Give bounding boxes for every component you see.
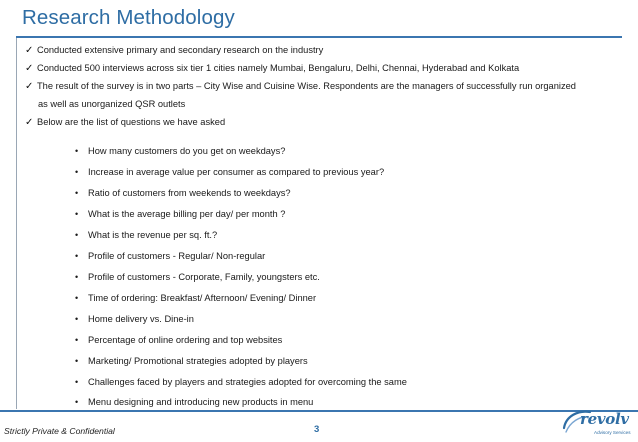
question-item (75, 186, 291, 200)
checklist-item-text: Conducted extensive primary and secondary research on the industry (37, 45, 324, 55)
question-item (75, 291, 316, 305)
question-text: Marketing/ Promotional strategies adopted by players (88, 356, 308, 366)
question-text: What is the average billing per day/ per month ? (88, 209, 286, 219)
question-item (75, 249, 265, 263)
question-text: Increase in average value per consumer as compared to previous year? (88, 167, 385, 177)
bullet-icon: • (75, 230, 79, 240)
checklist-item-text: Conducted 500 interviews across six tier 1 cities namely Mumbai, Bengaluru, Delhi, Chennai, Hyderabad and Kolkata (37, 63, 520, 73)
question-text: Percentage of online ordering and top websites (88, 335, 283, 345)
question-item (75, 270, 320, 284)
confidentiality-note: Strictly Private & Confidential (4, 426, 115, 436)
question-item (75, 354, 308, 368)
checklist-item-text: Below are the list of questions we have asked (37, 117, 226, 127)
bullet-icon: • (75, 356, 79, 366)
question-text: Menu designing and introducing new products in menu (88, 397, 314, 407)
logo-tagline: Advisory Services (594, 430, 631, 435)
question-item (75, 144, 285, 158)
bullet-icon: • (75, 397, 79, 407)
question-item (75, 395, 313, 409)
content-area (16, 38, 622, 409)
company-logo (560, 408, 632, 438)
checklist-item (25, 41, 615, 60)
bullet-icon: • (75, 272, 79, 282)
bullet-icon: • (75, 251, 79, 261)
question-item (75, 165, 384, 179)
bullet-icon: • (75, 314, 79, 324)
checklist-item (25, 77, 615, 96)
bullet-icon: • (75, 146, 79, 156)
question-text: Ratio of customers from weekends to weekdays? (88, 188, 291, 198)
question-item (75, 312, 194, 326)
question-item (75, 207, 285, 221)
bullet-icon: • (75, 293, 79, 303)
question-text: Time of ordering: Breakfast/ Afternoon/ Evening/ Dinner (88, 293, 317, 303)
checklist-item-continuation: as well as unorganized QSR outlets (38, 99, 186, 109)
bullet-icon: • (75, 188, 79, 198)
page-number: 3 (314, 424, 320, 435)
checklist-item-text: The result of the survey is in two parts – City Wise and Cuisine Wise. Respondents are the managers of successfully run organized (37, 81, 576, 91)
checklist-item (25, 59, 615, 78)
footer-divider (0, 410, 638, 412)
question-text: What is the revenue per sq. ft.? (88, 230, 218, 240)
checkmark-icon: ✓ (25, 81, 34, 92)
question-item (75, 333, 282, 347)
bullet-icon: • (75, 335, 79, 345)
logo-wordmark: revolv (580, 410, 629, 428)
checkmark-icon: ✓ (25, 117, 34, 128)
question-text: How many customers do you get on weekdays? (88, 146, 286, 156)
bullet-icon: • (75, 377, 79, 387)
page-title: Research Methodology (22, 6, 235, 29)
checkmark-icon: ✓ (25, 63, 34, 74)
question-text: Challenges faced by players and strategies adopted for overcoming the same (88, 377, 407, 387)
checklist-item (25, 113, 615, 132)
bullet-icon: • (75, 167, 79, 177)
question-text: Profile of customers - Corporate, Family, youngsters etc. (88, 272, 320, 282)
checkmark-icon: ✓ (25, 45, 34, 56)
bullet-icon: • (75, 209, 79, 219)
question-text: Profile of customers - Regular/ Non-regular (88, 251, 266, 261)
question-text: Home delivery vs. Dine-in (88, 314, 194, 324)
question-item (75, 228, 217, 242)
question-item (75, 375, 407, 389)
